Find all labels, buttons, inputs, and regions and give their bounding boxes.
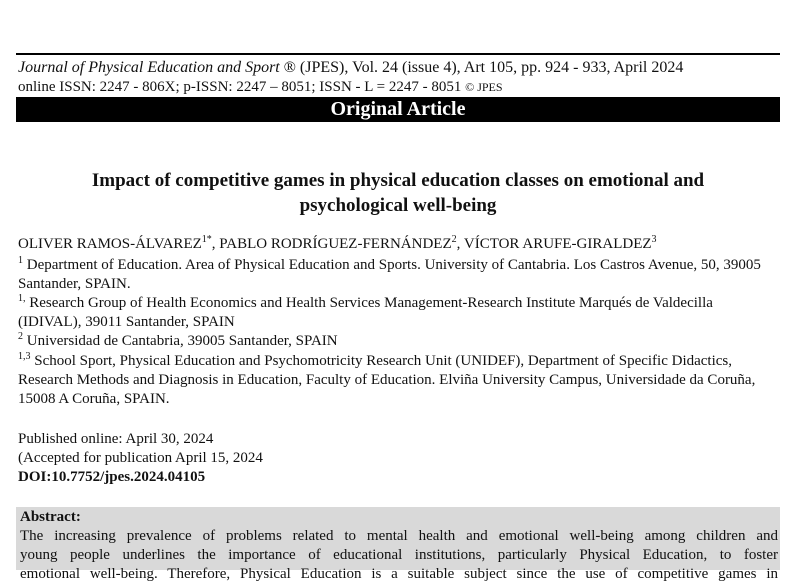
- author-separator: ,: [456, 236, 464, 252]
- publication-info: [18, 430, 263, 487]
- issn-text: online ISSN: 2247 - 806X; p-ISSN: 2247 – 8051; ISSN - L = 2247 - 8051: [18, 79, 462, 95]
- abstract-heading: Abstract:: [20, 509, 81, 525]
- journal-name: Journal of Physical Education and Sport: [18, 59, 280, 76]
- article-type-label: Original Article: [330, 98, 466, 120]
- author-affiliation-mark: 1*: [201, 234, 212, 245]
- abstract-body: [20, 527, 778, 584]
- affiliation-text: Department of Education. Area of Physical Education and Sports. University of Cantabria. Los Castros Avenue, 50, 39005 Santander, SPAIN.: [18, 257, 761, 292]
- affiliation-text: Research Group of Health Economics and Health Services Management-Research Institute Marqués de Valdecilla (IDIVAL), 39011 Santander, SPAIN: [18, 295, 713, 330]
- affiliation: [18, 256, 768, 294]
- affiliation-mark: 1: [18, 255, 23, 266]
- author-list: [18, 234, 657, 254]
- registered-mark: ®: [283, 59, 296, 76]
- affiliation-text: School Sport, Physical Education and Psychomotricity Research Unit (UNIDEF), Department of Specific Didactics, Research Methods and Diagnosis in Education, Faculty of Education. Elviña University Campus, Universidade da Coruña, 15008 A Coruña, SPAIN.: [18, 353, 756, 407]
- header-rule: [16, 53, 780, 55]
- copyright-notice: © JPES: [465, 80, 503, 94]
- affiliation-text: Universidad de Cantabria, 39005 Santander, SPAIN: [23, 333, 338, 349]
- article-title: Impact of competitive games in physical education classes on emotional and psychological well-being: [91, 170, 705, 216]
- issn-line: [18, 78, 503, 97]
- published-online-date: Published online: April 30, 2024: [18, 431, 214, 447]
- journal-details: (JPES), Vol. 24 (issue 4), Art 105, pp. 924 - 933, April 2024: [295, 59, 684, 76]
- doi-link[interactable]: DOI:10.7752/jpes.2024.04105: [18, 469, 206, 485]
- accepted-date: (Accepted for publication April 15, 2024: [18, 450, 263, 466]
- abstract-section: [16, 507, 780, 582]
- journal-citation: [18, 58, 683, 78]
- author-name: VÍCTOR ARUFE-GIRALDEZ: [463, 236, 652, 252]
- affiliation-mark: 1,3: [18, 351, 31, 362]
- affiliation: [18, 332, 768, 351]
- author-name: OLIVER RAMOS-ÁLVAREZ: [18, 236, 202, 252]
- affiliation-mark: 2: [18, 331, 23, 342]
- affiliation-mark: 1,: [18, 293, 26, 304]
- affiliation: [18, 352, 768, 409]
- abstract-line: The increasing prevalence of problems related to mental health and emotional well-being among children and: [20, 528, 778, 544]
- affiliation: [18, 294, 768, 332]
- abstract-line: emotional well-being. Therefore, Physical Education is a suitable subject since the use of competitive games in: [20, 566, 778, 582]
- author-separator: ,: [211, 236, 220, 252]
- abstract-line: young people underlines the importance of educational institutions, particularly Physical Education, to foster: [20, 547, 778, 563]
- author-affiliation-mark: 3: [651, 234, 657, 245]
- author-affiliation-mark: 2: [451, 234, 457, 245]
- article-type-banner: [16, 97, 780, 122]
- author-name: PABLO RODRÍGUEZ-FERNÁNDEZ: [219, 236, 452, 252]
